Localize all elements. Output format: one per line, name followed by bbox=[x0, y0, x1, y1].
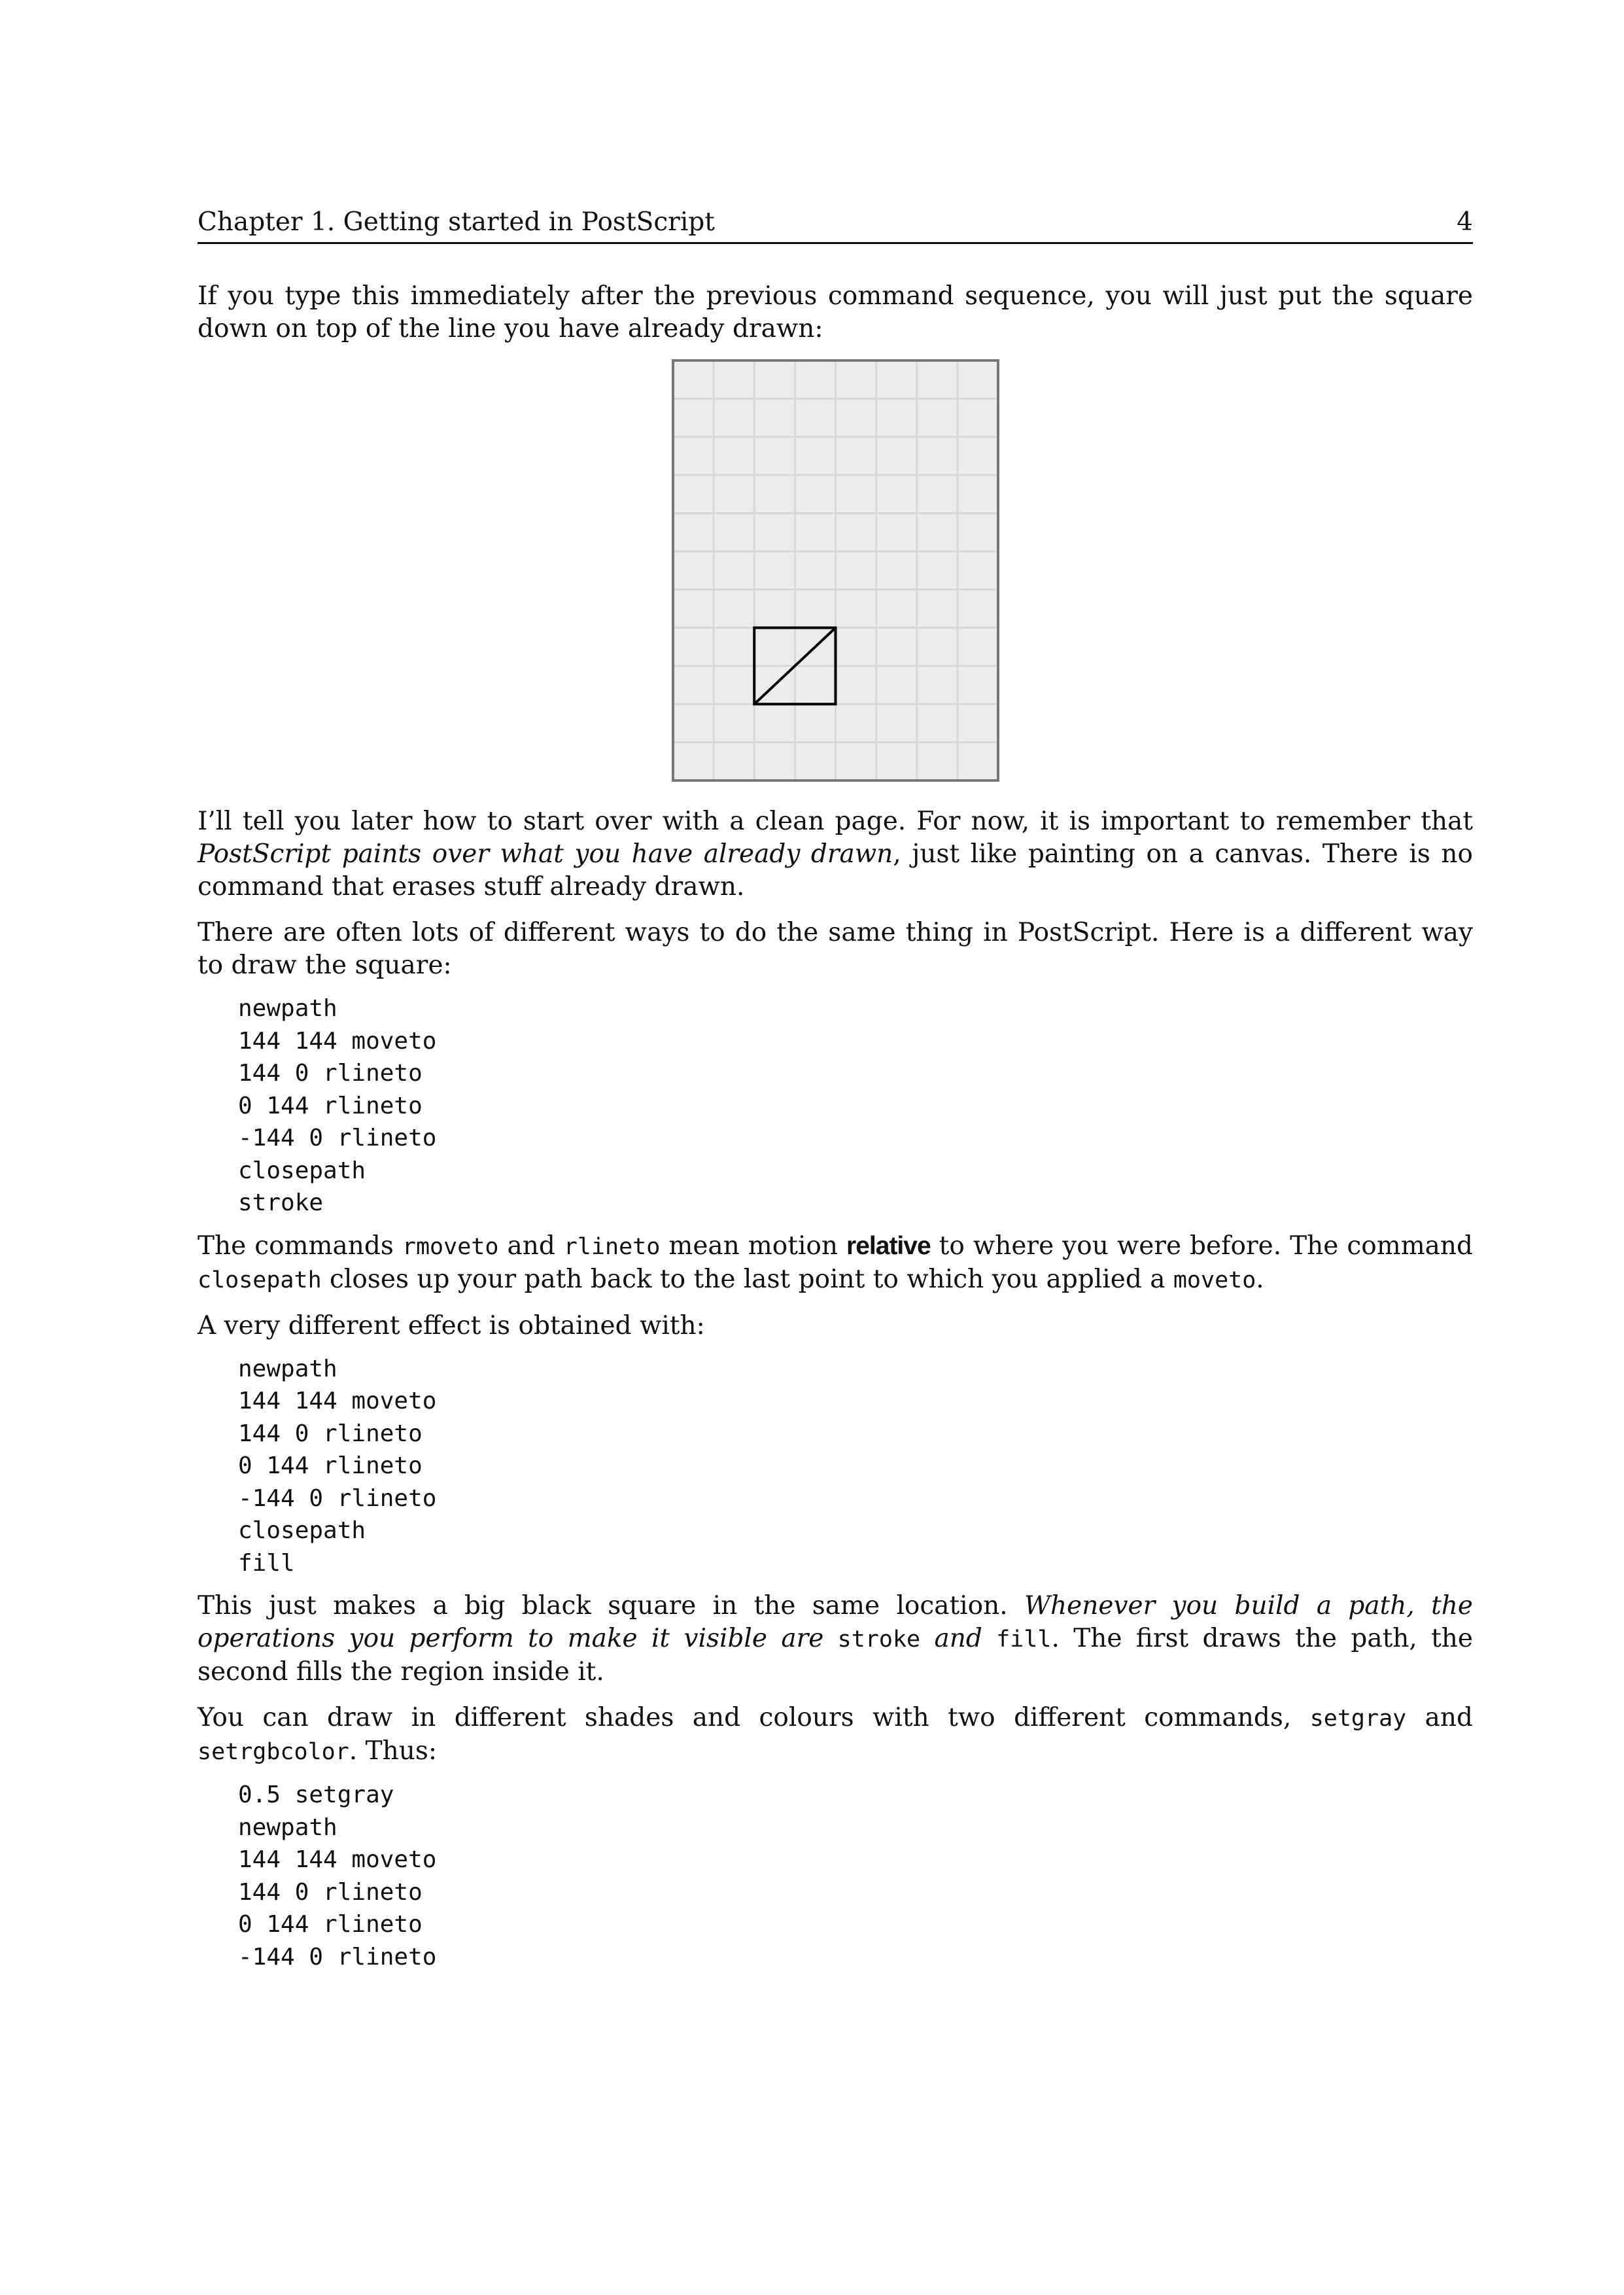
text-run: This just makes a big black square in the same location. bbox=[198, 1591, 1024, 1621]
text-run: . Thus: bbox=[349, 1736, 437, 1766]
paragraph-different-ways: There are often lots of different ways to do the same thing in PostScript. Here is a different way to draw the square: bbox=[198, 918, 1473, 980]
code-line: 144 0 rlineto bbox=[238, 1420, 423, 1447]
chapter-title: Chapter 1. Getting started in PostScript bbox=[198, 207, 715, 237]
code-block-stroke bbox=[238, 992, 1473, 1219]
paragraph-intro: If you type this immediately after the previous command sequence, you will just put the square down on top of the line you have already drawn: bbox=[198, 281, 1473, 343]
inline-code: rlineto bbox=[563, 1233, 661, 1260]
text-run: closes up your path back to the last point to which you applied a bbox=[321, 1264, 1173, 1294]
code-line: -144 0 rlineto bbox=[238, 1484, 437, 1512]
inline-code: rmoveto bbox=[402, 1233, 499, 1260]
code-line: fill bbox=[238, 1549, 295, 1577]
code-block-setgray bbox=[238, 1779, 1473, 1973]
inline-code: setgray bbox=[1309, 1706, 1407, 1732]
code-line: 0 144 rlineto bbox=[238, 1911, 423, 1938]
text-run: You can draw in different shades and colours with two different commands, bbox=[198, 1703, 1310, 1732]
text-run: and bbox=[1406, 1703, 1474, 1732]
text-run: . bbox=[1256, 1264, 1264, 1294]
paragraph-relative bbox=[198, 1230, 1473, 1297]
code-line: newpath bbox=[238, 995, 337, 1022]
text-run: The commands bbox=[198, 1231, 402, 1261]
code-line: -144 0 rlineto bbox=[238, 1125, 437, 1151]
emphasis-text: and bbox=[920, 1624, 997, 1653]
emphasis-text: Whenever you build a path, the operations you perform to make it visible are bbox=[198, 1591, 1473, 1653]
code-line: closepath bbox=[238, 1517, 366, 1544]
text-run: I’ll tell you later how to start over with a clean page. For now, it is important to remember that bbox=[198, 807, 1473, 836]
code-line: -144 0 rlineto bbox=[238, 1943, 437, 1971]
paragraph-paints-over bbox=[198, 805, 1473, 903]
inline-code: moveto bbox=[1173, 1267, 1256, 1293]
text-run: . The first draws the path, the second fills the region inside it. bbox=[198, 1624, 1473, 1687]
text-run: mean motion bbox=[660, 1231, 847, 1261]
page-number: 4 bbox=[1457, 207, 1473, 237]
paragraph-colours bbox=[198, 1702, 1473, 1768]
grid-figure bbox=[671, 359, 1000, 782]
code-block-fill bbox=[238, 1353, 1473, 1580]
code-line: stroke bbox=[238, 1189, 324, 1216]
text-run: to where you were before. The command bbox=[930, 1231, 1474, 1261]
inline-code: setrgbcolor bbox=[198, 1739, 349, 1765]
running-header bbox=[198, 203, 1473, 244]
inline-code: stroke bbox=[837, 1626, 921, 1653]
inline-code: fill bbox=[996, 1626, 1052, 1653]
code-line: 144 144 moveto bbox=[238, 1027, 437, 1055]
code-line: newpath bbox=[238, 1355, 337, 1382]
text-run: and bbox=[498, 1231, 564, 1261]
paragraph-different-effect: A very different effect is obtained with: bbox=[198, 1310, 705, 1340]
figure bbox=[198, 359, 1473, 782]
code-line: 144 0 rlineto bbox=[238, 1878, 423, 1906]
code-line: 144 144 moveto bbox=[238, 1388, 437, 1414]
code-line: 0 144 rlineto bbox=[238, 1452, 423, 1479]
page-content bbox=[198, 203, 1473, 1984]
bold-text: relative bbox=[846, 1231, 931, 1260]
emphasis-text: PostScript paints over what you have already drawn bbox=[198, 839, 893, 869]
code-line: newpath bbox=[238, 1813, 337, 1841]
text-run: , just like painting on a canvas. There is no command that erases stuff already drawn. bbox=[198, 839, 1473, 902]
code-line: 144 144 moveto bbox=[238, 1846, 437, 1873]
code-line: 0 144 rlineto bbox=[238, 1092, 423, 1119]
paragraph-stroke-fill bbox=[198, 1590, 1473, 1689]
inline-code: closepath bbox=[198, 1267, 322, 1293]
code-line: closepath bbox=[238, 1157, 366, 1184]
code-line: 0.5 setgray bbox=[238, 1781, 394, 1808]
code-line: 144 0 rlineto bbox=[238, 1060, 423, 1087]
